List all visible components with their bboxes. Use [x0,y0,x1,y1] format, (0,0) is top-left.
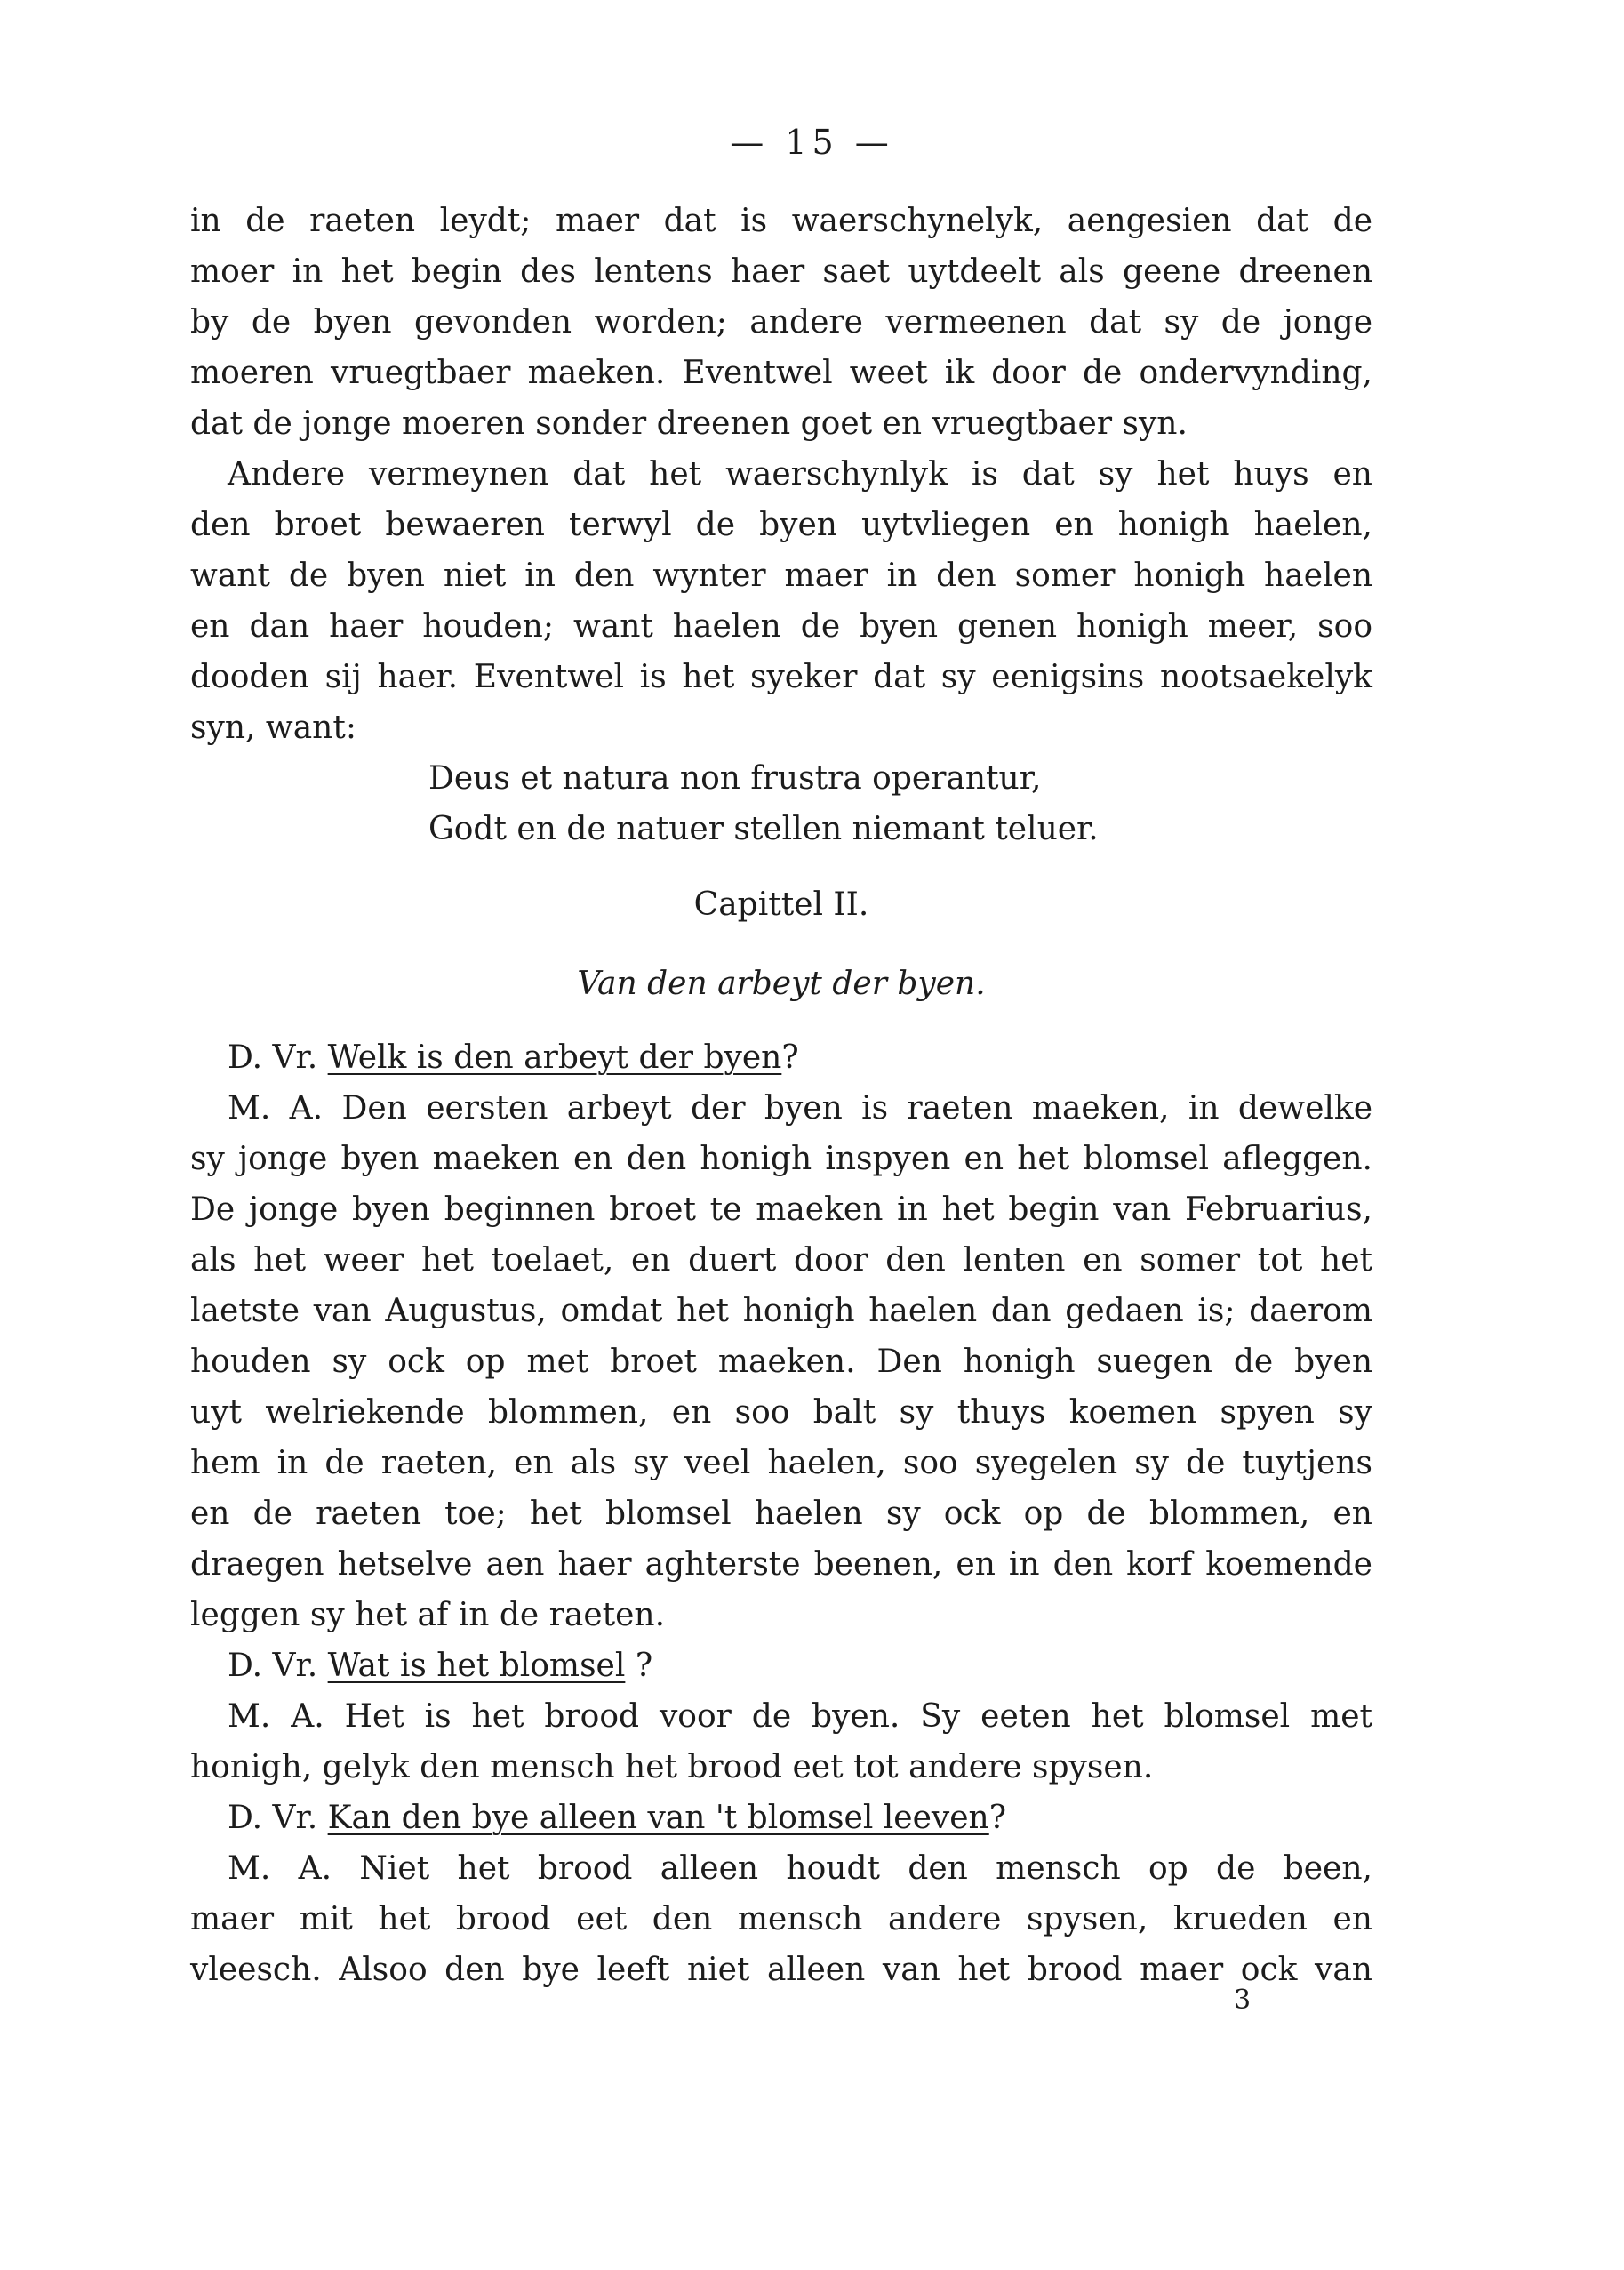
question-text: Kan den bye alleen van 't blomsel leeven [327,1800,989,1836]
paragraph-1 [190,196,1372,449]
text-line: syn, want: [190,710,356,746]
text-line: uyt welriekende blommen, en soo balt sy thuys koemen spyen sy [190,1394,1372,1431]
text-line: De jonge byen beginnen broet te maeken in het begin van Februarius, [190,1191,1372,1228]
text-line: den broet bewaeren terwyl de byen uytvliegen en honigh haelen, [190,507,1372,543]
page-number: — 15 — [730,123,894,162]
text-line: M. A. Den eersten arbeyt der byen is raeten maeken, in dewelke [228,1090,1372,1127]
answer-1 [190,1083,1372,1640]
text-line: sy jonge byen maeken en den honigh inspyen en het blomsel afleggen. [190,1141,1372,1177]
question-prefix: D. Vr. [228,1800,318,1836]
text-line: dat de jonge moeren sonder dreenen goet en vruegtbaer syn. [190,405,1188,442]
text-line: honigh, gelyk den mensch het brood eet tot andere spysen. [190,1749,1154,1785]
text-line: dooden sij haer. Eventwel is het syeker dat sy eenigsins nootsaekelyk [190,659,1372,695]
question-mark: ? [635,1648,653,1684]
text-line: M. A. Niet het brood alleen houdt den mensch op de been, [228,1850,1372,1887]
chapter-subtitle: Van den arbeyt der byen. [577,966,986,1002]
text-line: maer mit het brood eet den mensch andere spysen, krueden en [190,1901,1372,1937]
question-prefix: D. Vr. [228,1039,318,1076]
text-line: moeren vruegtbaer maeken. Eventwel weet ik door de ondervynding, [190,355,1372,391]
text-line: en de raeten toe; het blomsel haelen sy ock op de blommen, en [190,1496,1372,1532]
paragraph-2 [190,449,1372,753]
answer-2 [190,1691,1372,1793]
text-line: draegen hetselve aen haer aghterste beenen, en in den korf koemende [190,1546,1372,1583]
text-line: leggen sy het af in de raeten. [190,1597,666,1633]
question-2 [190,1640,1372,1691]
text-line: in de raeten leydt; maer dat is waerschynelyk, aengesien dat de [190,203,1372,239]
chapter-title: Capittel II. [693,886,869,923]
question-mark: ? [781,1039,799,1076]
text-line: laetste van Augustus, omdat het honigh haelen dan gedaen is; daerom [190,1293,1372,1329]
signature-mark: 3 [1234,1985,1252,2016]
text-line: vleesch. Alsoo den bye leeft niet alleen van het brood maer ock van [190,1952,1372,1988]
question-3 [190,1793,1372,1843]
text-line: als het weer het toelaet, en duert door den lenten en somer tot het [190,1242,1372,1279]
text-line: Andere vermeynen dat het waerschynlyk is dat sy het huys en [228,456,1372,493]
quote-line: Deus et natura non frustra operantur, [428,760,1042,797]
quote-block [190,753,1372,854]
question-1 [190,1032,1372,1083]
question-text: Wat is het blomsel [327,1648,626,1684]
quote-line: Godt en de natuer stellen niemant teluer. [428,811,1099,847]
text-line: want de byen niet in den wynter maer in den somer honigh haelen [190,557,1372,594]
question-prefix: D. Vr. [228,1648,318,1684]
text-line: hem in de raeten, en als sy veel haelen, soo syegelen sy de tuytjens [190,1445,1372,1481]
text-body [190,196,1372,1995]
text-line: by de byen gevonden worden; andere vermeenen dat sy de jonge [190,304,1372,341]
text-line: en dan haer houden; want haelen de byen genen honigh meer, soo [190,608,1372,645]
answer-3 [190,1843,1372,1995]
question-mark: ? [988,1800,1007,1836]
text-line: houden sy ock op met broet maeken. Den honigh suegen de byen [190,1344,1372,1380]
question-text: Welk is den arbeyt der byen [327,1039,782,1076]
text-line: moer in het begin des lentens haer saet uytdeelt als geene dreenen [190,253,1372,290]
text-line: M. A. Het is het brood voor de byen. Sy eeten het blomsel met [228,1698,1372,1735]
